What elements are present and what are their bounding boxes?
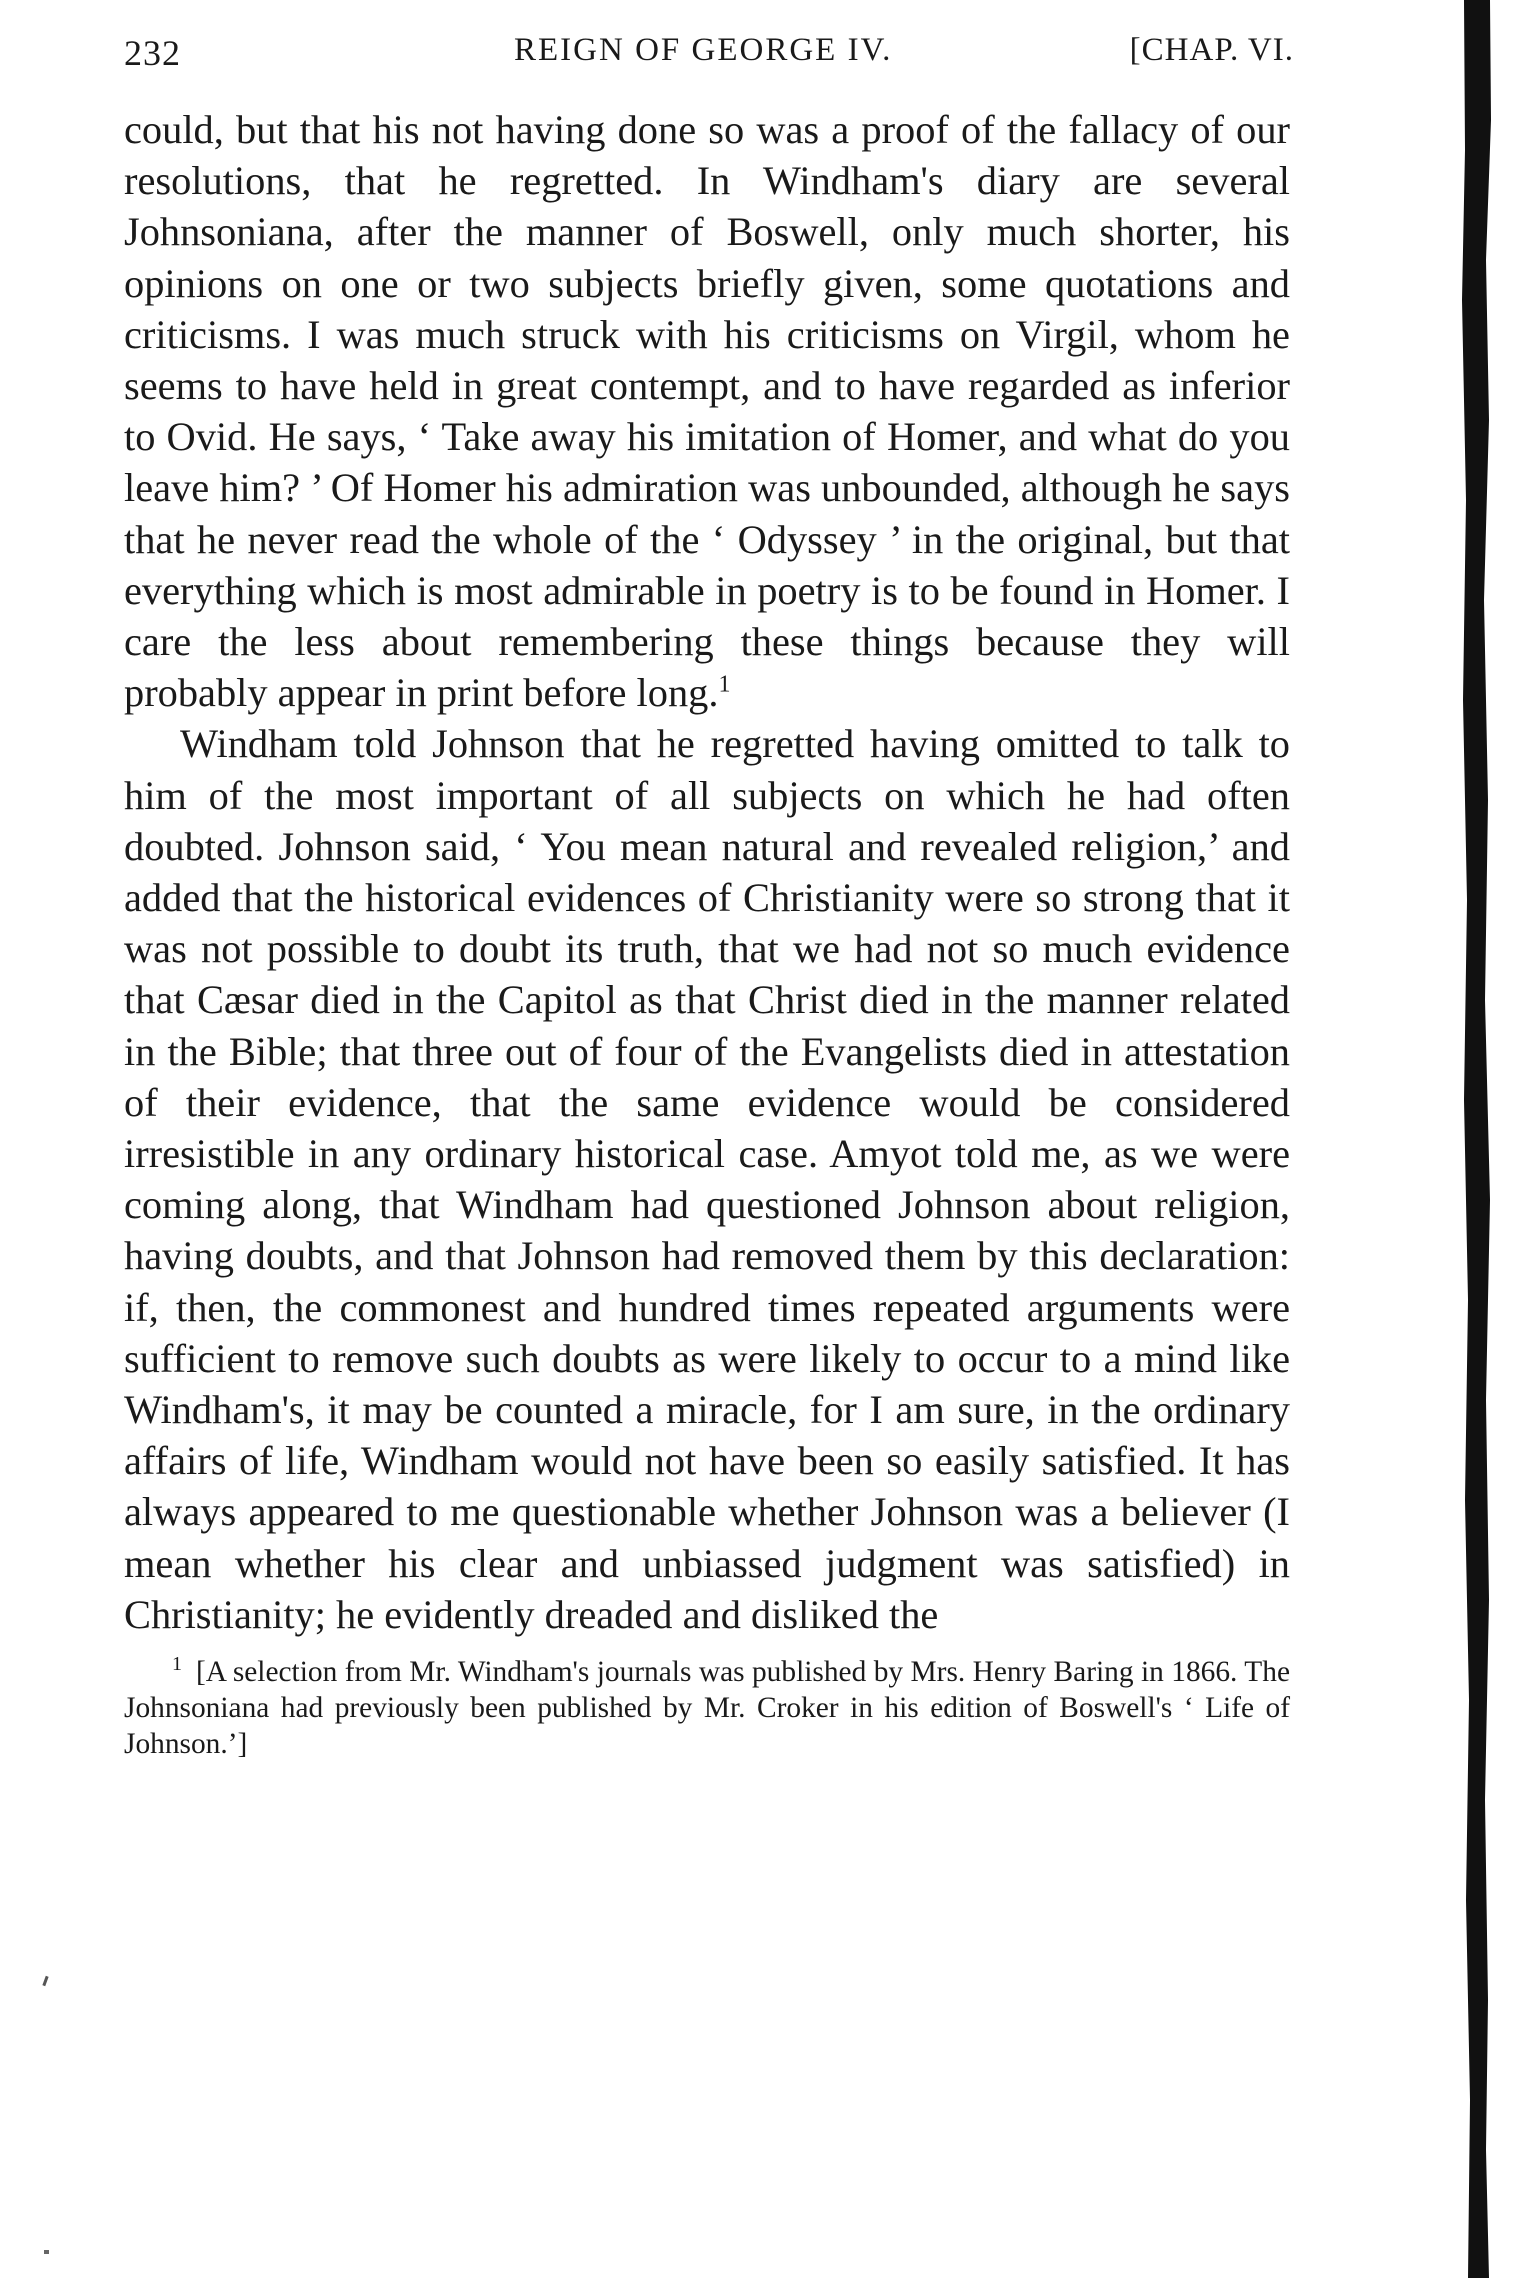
running-title: REIGN OF GEORGE IV. (514, 32, 893, 68)
main-text (124, 104, 1290, 1640)
paragraph-text: Windham told Johnson that he regretted having omitted to talk to him of the most important of all subjects on which he had often doubted. Johnson said, ‘ You mean natural and revealed religion,’ and added that the historical evidences of Christianity were so strong that it was not possible to doubt its truth, that we had not so much evidence that Cæsar died in the Capitol as that Christ died in the manner related in the Bible; that three out of four of the Evangelists died in attestation of their evidence, that the same evidence would be considered irresistible in any ordinary historical case. Amyot told me, as we were coming along, that Windham had questioned Johnson about religion, having doubts, and that Johnson had removed them by this declaration: if, then, the commonest and hundred times repeated arguments were sufficient to remove such doubts as were likely to occur to a mind like Windham's, it may be counted a miracle, for I am sure, in the ordinary affairs of life, Windham would not have been so easily satisfied. It has always appeared to me questionable whether Johnson was a believer (I mean whether his clear and unbiassed judgment was satisfied) in Christianity; he evidently dreaded and disliked the (124, 721, 1290, 1637)
ink-speck (42, 1976, 48, 1986)
paragraph (124, 718, 1290, 1640)
chapter-label: [CHAP. VI. (1129, 32, 1294, 68)
footnotes (124, 1654, 1290, 1762)
binding-shadow (1460, 0, 1494, 2278)
footnote-number: 1 (172, 1653, 182, 1676)
ink-speck (44, 2250, 49, 2254)
running-head (124, 22, 1294, 92)
footnote (124, 1654, 1290, 1762)
paragraph (124, 104, 1290, 718)
page-number: 232 (124, 33, 181, 73)
footnote-reference: 1 (718, 671, 731, 698)
footnote-text: [A selection from Mr. Windham's journals was published by Mrs. Henry Baring in 1866. The Johnsoniana had previously been published by Mr. Croker in his edition of Boswell's ‘ Life of Johnson.’] (124, 1656, 1290, 1760)
paragraph-text: could, but that his not having done so was a proof of the fallacy of our resolutions, that he regretted. In Windham's diary are several Johnsoniana, after the manner of Boswell, only much shorter, his opinions on one or two subjects briefly given, some quotations and criticisms. I was much struck with his criticisms on Virgil, whom he seems to have held in great contempt, and to have regarded as inferior to Ovid. He says, ‘ Take away his imitation of Homer, and what do you leave him? ’ Of Homer his admiration was unbounded, although he says that he never read the whole of the ‘ Odyssey ’ in the original, but that everything which is most admirable in poetry is to be found in Homer. I care the less about remembering these things because they will probably appear in print before long. (124, 107, 1290, 716)
